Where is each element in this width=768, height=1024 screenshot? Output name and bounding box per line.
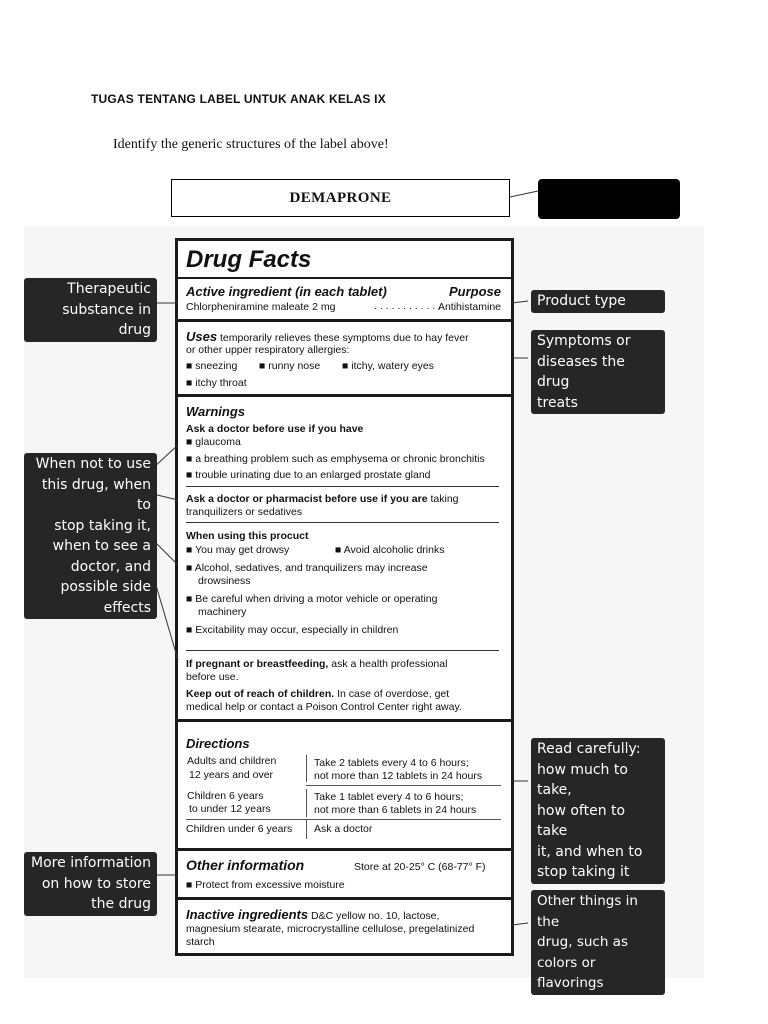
bullet-icon: ■ bbox=[186, 453, 193, 465]
directions-dose: not more than 6 tablets in 24 hours bbox=[314, 804, 477, 816]
warnings-heading: Warnings bbox=[186, 404, 245, 419]
directions-heading: Directions bbox=[186, 736, 250, 751]
callout-line: drug, such as bbox=[537, 934, 628, 950]
callout-line: Product type bbox=[537, 293, 626, 309]
storage-temperature: Store at 20-25° C (68-77° F) bbox=[354, 861, 486, 873]
instruction-text: Identify the generic structures of the label above! bbox=[113, 137, 389, 152]
directions-dose: not more than 12 tablets in 24 hours bbox=[314, 770, 483, 782]
ask-doctor-text: Ask a doctor before use if you have bbox=[186, 423, 364, 435]
inactive-line-2: magnesium stearate, microcrystalline cellulose, pregelatinized bbox=[186, 923, 475, 935]
bullet-icon: ■ bbox=[186, 593, 193, 605]
callout-line: Therapeutic bbox=[67, 281, 151, 297]
directions-dose: Take 2 tablets every 4 to 6 hours; bbox=[314, 757, 469, 769]
when-using-label: Avoid alcoholic drinks bbox=[343, 544, 445, 556]
uses-item-label: itchy throat bbox=[195, 377, 247, 389]
keep-out-line-2: medical help or contact a Poison Control Center right away. bbox=[186, 701, 462, 713]
keep-out-rest: In case of overdose, get bbox=[337, 688, 450, 700]
bullet-icon: ■ bbox=[342, 360, 349, 372]
uses-item-label: sneezing bbox=[195, 360, 238, 372]
uses-text-1: temporarily relieves these symptoms due to hay fever bbox=[220, 332, 469, 344]
when-using-label: Be careful when driving a motor vehicle or operating bbox=[195, 593, 438, 605]
bullet-icon: ■ bbox=[186, 562, 193, 574]
bullet-icon: ■ bbox=[186, 624, 193, 636]
callout-line: on how to store bbox=[41, 875, 151, 892]
other-information-heading: Other information bbox=[186, 857, 305, 873]
pregnant-line-2: before use. bbox=[186, 671, 239, 683]
connector-line bbox=[512, 301, 528, 303]
directions-who: Children under 6 years bbox=[186, 823, 293, 835]
pregnant-bold: If pregnant or breastfeeding, bbox=[186, 658, 329, 670]
bullet-icon: ■ bbox=[335, 544, 342, 556]
inactive-line-3: starch bbox=[186, 936, 215, 948]
uses-item-label: runny nose bbox=[268, 360, 321, 372]
bullet-icon: ■ bbox=[186, 360, 193, 372]
callout-line: substance in drug bbox=[62, 301, 151, 338]
inactive-ingredients-heading: Inactive ingredients bbox=[186, 907, 309, 922]
drug-facts-heading: Drug Facts bbox=[186, 246, 312, 273]
callout-line: how often to take bbox=[537, 802, 626, 839]
product-name: DEMAPRONE bbox=[289, 189, 392, 206]
callout-line: stop taking it bbox=[537, 864, 630, 880]
document-title: TUGAS TENTANG LABEL UNTUK ANAK KELAS IX bbox=[91, 92, 386, 106]
callout-line: Read carefully: bbox=[537, 741, 641, 757]
pregnant-rest: ask a health professional bbox=[331, 658, 448, 670]
keep-out-bold: Keep out of reach of children. bbox=[186, 688, 335, 700]
bullet-icon: ■ bbox=[186, 544, 193, 556]
bullet-icon: ■ bbox=[186, 469, 193, 481]
uses-heading: Uses bbox=[186, 329, 218, 344]
callout-therapeutic-substance bbox=[24, 278, 157, 342]
when-using-label: You may get drowsy bbox=[195, 544, 290, 556]
inactive-text-1: D&C yellow no. 10, lactose, bbox=[311, 910, 440, 922]
callout-line: the drug bbox=[91, 896, 151, 912]
directions-dose: Take 1 tablet every 4 to 6 hours; bbox=[314, 791, 464, 803]
active-ingredient-value: Chlorpheniramine maleate 2 mg bbox=[186, 301, 336, 313]
callout-line: stop taking it, bbox=[54, 517, 151, 534]
uses-text-2: or other upper respiratory allergies: bbox=[186, 344, 350, 356]
directions-who: Children 6 years bbox=[187, 790, 264, 802]
condition-label: a breathing problem such as emphysema or chronic bronchitis bbox=[195, 453, 485, 465]
callout-directions bbox=[531, 738, 665, 884]
callout-line: When not to use bbox=[35, 456, 151, 472]
purpose-value: Antihistamine bbox=[437, 301, 501, 313]
bullet-icon: ■ bbox=[186, 436, 193, 448]
callout-line: doctor, and bbox=[70, 558, 151, 575]
callout-line: colors or flavorings bbox=[537, 954, 604, 991]
ask-pharmacist-rest: taking bbox=[430, 493, 459, 505]
callout-line: effects bbox=[103, 599, 151, 616]
purpose-heading: Purpose bbox=[448, 284, 501, 299]
callout-line: Other things in the bbox=[537, 893, 638, 930]
ask-pharmacist-bold: Ask a doctor or pharmacist before use if you are bbox=[186, 493, 428, 505]
callout-line: this drug, when to bbox=[41, 476, 151, 513]
condition-label: glaucoma bbox=[195, 436, 241, 448]
callout-line: diseases the drug bbox=[537, 353, 625, 390]
when-using-continuation: machinery bbox=[198, 606, 247, 618]
callout-line: Symptoms or bbox=[537, 333, 631, 349]
callout-line: it, and when to bbox=[537, 843, 643, 860]
callout-warnings bbox=[24, 453, 157, 619]
directions-dose: Ask a doctor bbox=[314, 823, 373, 835]
uses-item-label: itchy, watery eyes bbox=[351, 360, 434, 372]
directions-who: to under 12 years bbox=[189, 803, 271, 815]
callout-inactive-ingredients bbox=[531, 890, 665, 995]
directions-who: Adults and children bbox=[187, 755, 277, 767]
when-using-label: Alcohol, sedatives, and tranquilizers may increase bbox=[194, 562, 428, 574]
callout-storage bbox=[24, 852, 157, 916]
callout-line: treats bbox=[537, 394, 578, 411]
callout-line: More information bbox=[31, 855, 151, 871]
directions-who: 12 years and over bbox=[189, 769, 274, 781]
callout-line: possible side bbox=[60, 579, 151, 595]
active-ingredient-heading: Active ingredient (in each tablet) bbox=[186, 284, 387, 299]
when-using-continuation: drowsiness bbox=[198, 575, 251, 587]
callout-line: when to see a bbox=[52, 538, 151, 554]
when-using-label: Excitability may occur, especially in children bbox=[195, 624, 399, 636]
bullet-icon: ■ bbox=[259, 360, 266, 372]
protect-label: Protect from excessive moisture bbox=[195, 879, 345, 891]
callout-symptoms bbox=[531, 330, 665, 414]
condition-label: trouble urinating due to an enlarged prostate gland bbox=[195, 469, 431, 481]
callout-product-type bbox=[531, 290, 665, 313]
leader-dots: . . . . . . . . . . . . bbox=[374, 300, 442, 312]
callout-line: how much to take, bbox=[537, 761, 628, 798]
when-using-heading: When using this procuct bbox=[186, 530, 309, 542]
connector-line bbox=[512, 923, 528, 925]
bullet-icon: ■ bbox=[186, 377, 193, 389]
ask-pharmacist-line-2: tranquilizers or sedatives bbox=[186, 506, 303, 518]
bullet-icon: ■ bbox=[186, 879, 193, 891]
connector-line bbox=[510, 191, 538, 197]
